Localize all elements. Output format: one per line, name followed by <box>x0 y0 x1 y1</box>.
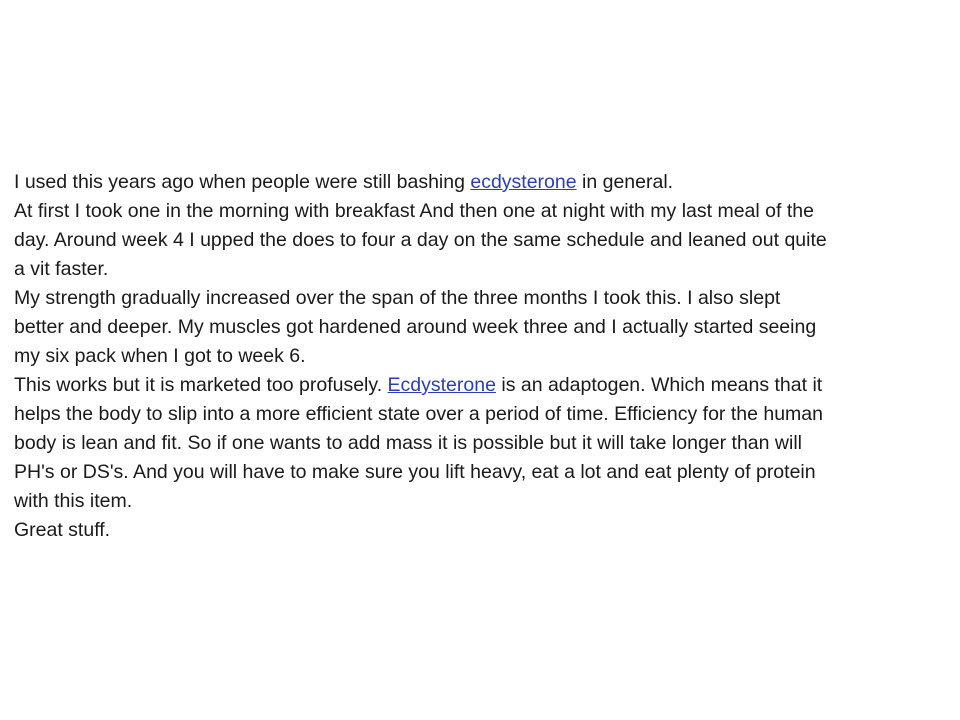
review-line: Great stuff. <box>14 519 111 541</box>
review-line: body is lean and fit. So if one wants to add mass it is possible but it will take longer than will <box>14 432 802 454</box>
review-line: better and deeper. My muscles got hardened around week three and I actually started seeing <box>14 316 817 338</box>
review-line: day. Around week 4 I upped the does to four a day on the same schedule and leaned out quite <box>14 229 827 251</box>
text-segment: I used this years ago when people were still bashing <box>14 171 471 193</box>
text-segment: in general. <box>576 171 674 193</box>
review-line: with this item. <box>14 490 133 512</box>
review-line: my six pack when I got to week 6. <box>14 345 306 367</box>
review-line: My strength gradually increased over the span of the three months I took this. I also slept <box>14 287 781 309</box>
review-line: helps the body to slip into a more efficient state over a period of time. Efficiency for the human <box>14 403 823 425</box>
review-text <box>14 168 954 545</box>
review-line: At first I took one in the morning with breakfast And then one at night with my last meal of the <box>14 200 814 222</box>
review-line <box>14 371 954 400</box>
review-line: PH's or DS's. And you will have to make sure you lift heavy, eat a lot and eat plenty of protein <box>14 461 816 483</box>
text-segment: This works but it is marketed too profusely. <box>14 374 388 396</box>
ecdysterone-link[interactable]: ecdysterone <box>470 171 577 193</box>
ecdysterone-link-2[interactable]: Ecdysterone <box>387 374 496 396</box>
text-segment: is an adaptogen. Which means that it <box>495 374 823 396</box>
review-line: a vit faster. <box>14 258 109 280</box>
review-line <box>14 168 954 197</box>
